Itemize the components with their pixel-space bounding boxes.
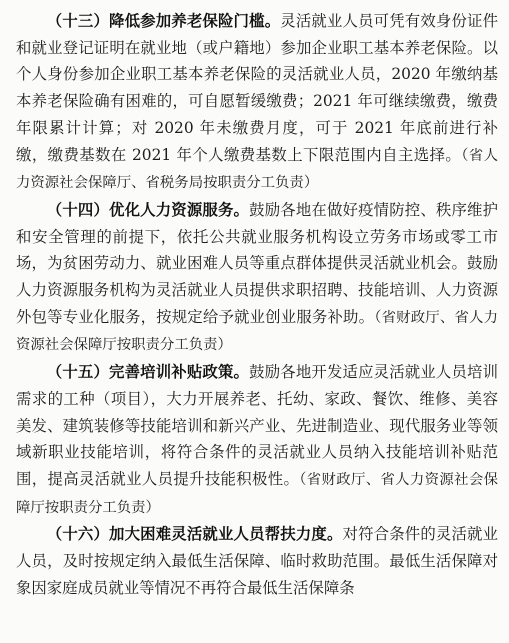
section-14-body: 鼓励各地在做好疫情防控、秩序维护和安全管理的前提下，依托公共就业服务机构设立劳务市场或零工市场，为贫困劳动力、就业困难人员等重点群体提供灵活就业机会。鼓励人力资源服务机构为灵活就业人员提供求职招聘、技能培训、人力资源外包等专业化服务，按规定给予就业创业服务补助。 (16, 200, 498, 326)
section-13-note: （省人力资源社会保障厅、省税务局按职责分工负责） (16, 147, 498, 192)
section-14-paragraph (16, 197, 498, 359)
section-13-heading: （十三）降低参加养老保险门槛。 (46, 12, 281, 30)
section-15-body: 鼓励各地开发适应灵活就业人员培训需求的工种（项目），大力开展养老、托幼、家政、餐饮、维修、美容美发、建筑装修等技能培训和新兴产业、先进制造业、现代服务业等领域新职业技能培训，将符合条件的灵活就业人员纳入技能培训补贴范围，提高灵活就业人员提升技能积极性。 (16, 363, 498, 488)
section-16-heading: （十六）加大困难灵活就业人员帮扶力度。 (46, 525, 343, 544)
section-14-note: （省财政厅、省人力资源社会保障厅按职责分工负责） (16, 309, 498, 354)
section-16-body: 对符合条件的灵活就业人员，及时按规定纳入最低生活保障、临时救助范围。最低生活保障对象因家庭成员就业等情况不再符合最低生活保障条 (16, 525, 498, 597)
section-13-body: 灵活就业人员可凭有效身份证件和就业登记证明在就业地（或户籍地）参加企业职工基本养老保险。以个人身份参加企业职工基本养老保险的灵活就业人员，2020 年缴纳基本养老保险确有困难的，可自愿暂缓缴费；2021 年可继续缴费，缴费年限累计计算；对 2020 年未缴费月度，可于 2021 年底前进行补缴，缴费基数在 2021 年个人缴费基数上下限范围内自主选择。 (16, 12, 498, 164)
section-15-note: （省财政厅、省人力资源社会保障厅按职责分工负责） (16, 471, 498, 516)
section-14-heading: （十四）优化人力资源服务。 (46, 200, 250, 219)
document-body (16, 8, 498, 601)
section-15-paragraph (16, 359, 498, 521)
section-13-paragraph (16, 8, 498, 197)
section-15-heading: （十五）完善培训补贴政策。 (46, 363, 250, 382)
section-16-paragraph (16, 521, 498, 601)
